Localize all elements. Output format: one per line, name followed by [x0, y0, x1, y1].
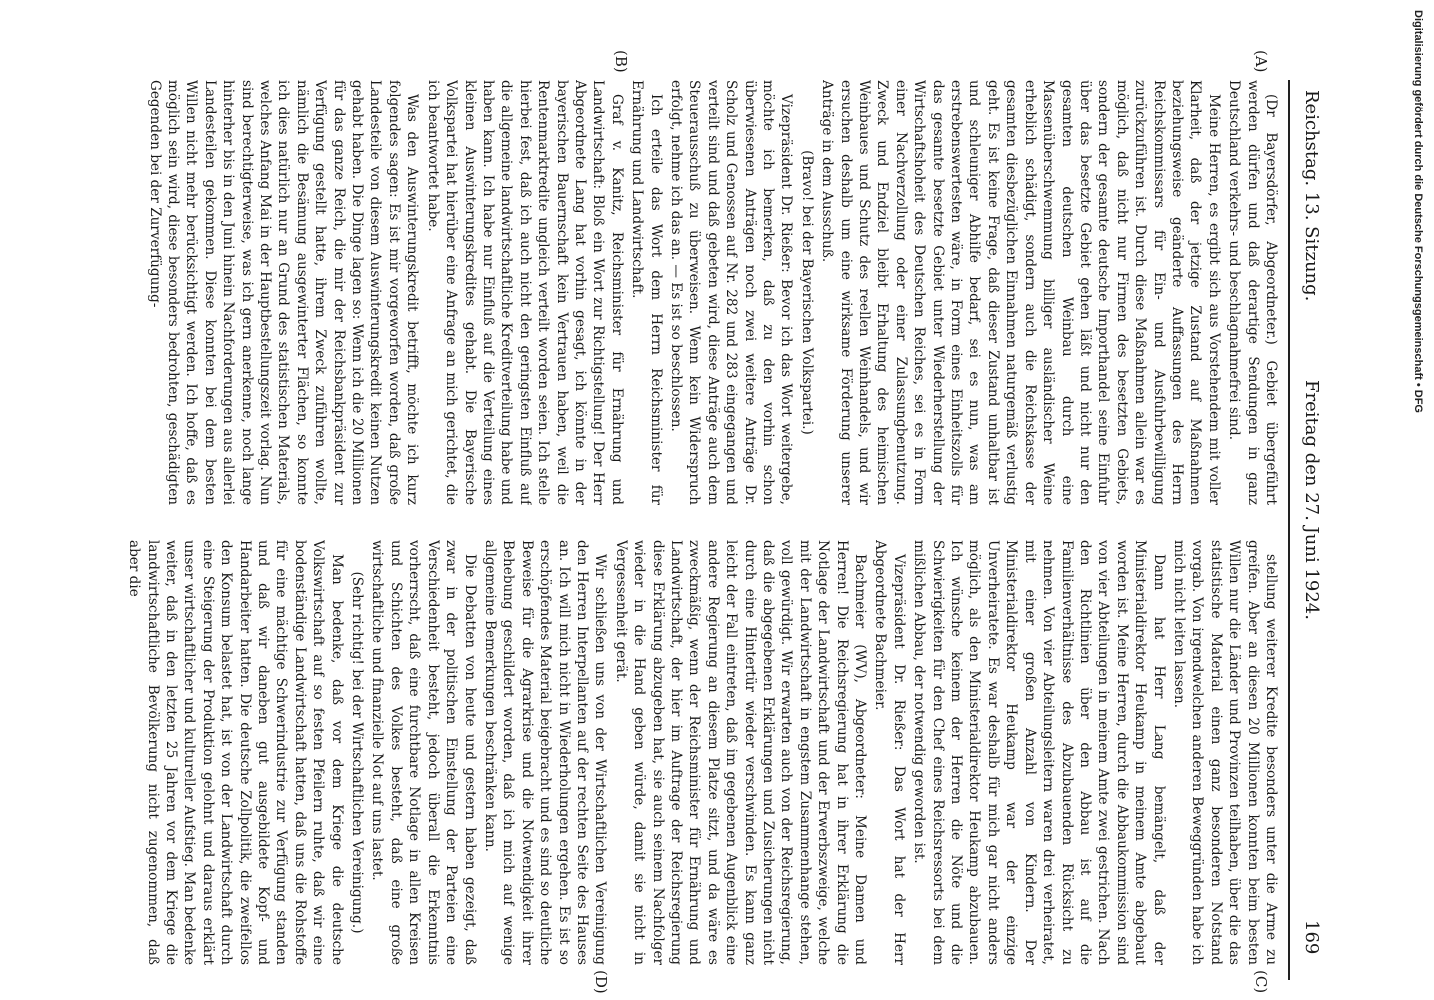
- digitization-note: [1412, 10, 1426, 990]
- paragraph: Bachmeier (WV), Abgeordneter: Meine Damen und Herren! Die Reichsregierung hat in ihrer Erklärung die Notlage der Landwirtschaft und der Erwerbszweige, welche mit der Landwirtschaft in engstem Zusammenhange stehen, voll gewürdigt. Wir erwarten auch von der Reichsregierung, daß die abgegebenen Erklärungen und Zusicherungen nicht durch eine Hintertür wieder verschwinden. Es kann ganz leicht der Fall eintreten, daß im gegebenen Augenblick eine andere Regierung an diesem Platze sitzt, und da wäre es zweckmäßig, wenn der Reichsminister für Ernährung und Landwirtschaft, der hier im Auftrage der Reichsregierung diese Erklärung abzugeben hat, sie auch seinem Nachfolger wieder in die Hand geben würde, damit sie nicht in Vergessenheit gerät.: [612, 540, 869, 965]
- page-number: 169: [1301, 920, 1322, 955]
- left-column: [90, 80, 1280, 505]
- paragraph: Graf v. Kanitz, Reichsminister für Ernährung und Landwirtschaft: Bloß ein Wort zur Richtigstellung! Der Herr Abgeordnete Lang hat vorhin gesagt, ich könnte in der bayerischen Bauernschaft kein Vertrauen haben, weil die Rentenmarktredite ungleich verteilt worden seien. Ich stelle hierbei fest, daß ich auch nicht den geringsten Einfluß auf die allgemeine landwirtschaftliche Kreditverteilung habe und haben kann. Ich habe nur Einfluß auf die Verteilung eines kleinen Auswinterungskredites gehabt. Die Bayerische Volkspartei hat hierüber eine Anfrage an mich gerichtet, die ich beantwortet habe.: [424, 80, 625, 505]
- paragraph: Was den Auswinterungskredit betrifft, möchte ich kurz folgendes sagen: Es ist mir vorgeworfen worden, daß große Landesteile von diesem Auswinterungskredit keinen Nutzen gehabt haben. Die Dinge lagen so: Wenn ich die 20 Millionen für das ganze Reich, die mir der Reichsbankpräsident zur Verfügung gestellt hatte, ihrem Zweck zuführen wollte, nämlich die Besämung ausgewinterter Flächen, so konnte ich dies natürlich nur an Grund des statistischen Materials, welches Anfang Mai in der Hauptbestellungszeit vorlag. Nun sind berechtigterweise, was ich gern anerkenne, noch lange hinterher bis in den Juni hinein Nachforderungen aus allerlei Landesteilen gekommen. Diese konnten bei dem besten Willen nicht mehr berücksichtigt werden. Ich hoffe, daß es möglich sein wird, diese besonders bedrohten, geschädigten Gegenden bei der Zurverfügung-: [146, 80, 421, 505]
- interjection: (Bravo! bei der Bayerischen Volkspartei.): [798, 150, 815, 435]
- header-left: Reichstag. 13. Sitzung.: [1301, 90, 1322, 302]
- margin-mark-a: (A): [1252, 50, 1270, 73]
- paragraph: Man bedenke, daß vor dem Kriege die deutsche Volkswirtschaft auf so festen Pfeilern ruhte, daß wir eine bodenständige Landwirtschaft hatten, daß uns die Rohstoffe für eine mächtige Schwerindustrie zur Verfügung standen und daß wir daneben gut ausgebildete Kopf- und Handarbeiter hatten. Die deutsche Zollpolitik, die zweifellos den Konsum belastet hat, ist von der Landwirtschaft durch eine Steigerung der Produktion gelohnt und daraus erklärt unser wirtschaftlicher und kultureller Aufstieg. Man bedenke weiter, daß in den letzten 25 Jahren vor dem Kriege die landwirtschaftliche Bevölkerung nicht zugenommen, daß aber die: [126, 540, 345, 965]
- paragraph: Dann hat Herr Lang bemängelt, daß der Ministerialdirektor Heukamp in meinem Amte abgebaut worden ist. Meine Herren, durch die Abbaukommission sind von vier Abteilungen in meinem Amte zwei gestrichen. Nach den Richtlinien über den Abbau ist auf die Familienverhältnisse des Abzubauenden Rücksicht zu nehmen. Von vier Abteilungsleitern waren drei verheiratet, mit einer großen Anzahl von Kindern. Der Ministerialdirektor Heukamp war der einzige Unverheiratete. Es war deshalb für mich gar nicht anders möglich, als den Ministerialdirektor Heukamp abzubauen. Ich wünsche keinem der Herren die Nöte und die Schwierigkeiten für den Chef eines Reichsressorts bei dem mißlichen Abbau, der notwendig geworden ist.: [911, 540, 1167, 965]
- paragraph: Ich erteile das Wort dem Herrn Reichsminister für Ernährung und Landwirtschaft.: [629, 80, 664, 505]
- document-page: [70, 50, 1330, 994]
- header-date: Freitag den 27. Juni 1924.: [1301, 380, 1322, 620]
- paragraph: stellung weiterer Kredite besonders unter die Arme zu greifen. Aber an diesen 20 Millionen konnten beim besten Willen nur die Länder und Provinzen teilhaben, über die das statistische Material einen ganz besonderen Notstand vorgab. Von irgendwelchen anderen Beweggründen habe ich mich nicht leiten lassen.: [1170, 540, 1279, 965]
- paragraph: Vizepräsident Dr. Rießer: Das Wort hat der Herr Abgeordnete Bachmeier.: [872, 540, 907, 965]
- interjection: (Sehr richtig! bei der Wirtschaftlichen Vereinigung.): [349, 571, 366, 934]
- margin-mark-d: (D): [592, 970, 610, 994]
- digitization-text: Digitalisierung gefördert durch die Deutsche Forschungsgemeinschaft • DFG: [1412, 10, 1424, 413]
- right-column: [90, 540, 1280, 965]
- paragraph: Die Debatten von heute und gestern haben gezeigt, daß zwar in der politischen Einstellung der Parteien eine Verschiedenheit besteht, jedoch überall die Erkenntnis vorherrscht, daß eine furchtbare Notlage in allen Kreisen und Schichten des Volkes besteht, daß eine große wirtschaftliche und finanzielle Not auf uns lastet.: [369, 540, 478, 965]
- paragraph: (Dr Bayersdörfer, Abgeordneter.) Gebiet übergeführt werden dürfen und daß derartige Sendungen in ganz Deutschland verkehrs- und beschlagnahmefrei sind.: [1226, 80, 1279, 505]
- page-header: [1288, 80, 1330, 980]
- paragraph: Meine Herren, es ergibt sich aus Vorstehendem mit voller Klarheit, daß der jetzige Zustand auf Maßnahmen beziehungsweise geänderte Auffassungen des Herrn Reichskommissars für Ein- und Ausfuhrbewilligung zurückzuführen ist. Durch diese Maßnahmen allein war es möglich, daß nicht nur Firmen des besetzten Gebiets, sondern der gesamte deutsche Importhandel seine Einfuhr über das besetzte Gebiet gehen läßt und nicht nur den gesamten deutschen Weinbau durch eine Massenüberschwemmung billiger ausländischer Weine erheblich schädigt, sondern auch die Reichskasse der gesamten diesbezüglichen Einnahmen naturgemäß verlustig geht. Es ist keine Frage, daß dieser Zustand unhaltbar ist und schleuniger Abhilfe bedarf, sei es nun, was am erstrebenswertesten wäre, in Form eines Einheitszolls für das gesamte besetzte Gebiet unter Wiederherstellung der Wirtschaftshoheit des Deutschen Reiches, sei es in Form einer Nachverzollung oder einer Zulassungbenutzung. Zweck und Endziel bleibt Erhaltung des heimischen Weinbaues und Schutz des reellen Weinhandels, und wir ersuchen deshalb um eine wirksame Förderung unserer Anträge in dem Ausschuß.: [819, 80, 1222, 505]
- margin-mark-b: (B): [612, 50, 630, 73]
- margin-mark-c: (C): [1252, 970, 1270, 994]
- paragraph: Wir schließen uns von der Wirtschaftlichen Vereinigung den Herren Interpellanten auf der rechten Seite des Hauses an. Ich will mich nicht in Wiederholungen ergehen. Es ist so erschöpfendes Material beigebracht und es sind so deutliche Beweise für die Agrarkrise und die Notwendigkeit ihrer Behebung geschildert worden, daß ich mich auf wenige allgemeine Bemerkungen beschränken kann.: [481, 540, 609, 965]
- paragraph: Vizepräsident Dr. Rießer: Bevor ich das Wort weitergebe, möchte ich bemerken, daß zu den vorhin schon überwiesenen Anträgen noch zwei weitere Anträge Dr. Scholz und Genossen auf Nr. 282 und 283 eingegangen und verteilt sind und daß gebeten wird, diese Anträge auch dem Steuerausschuß zu überweisen. Wenn kein Widerspruch erfolgt, nehme ich das an. — Es ist so beschlossen.: [668, 80, 795, 505]
